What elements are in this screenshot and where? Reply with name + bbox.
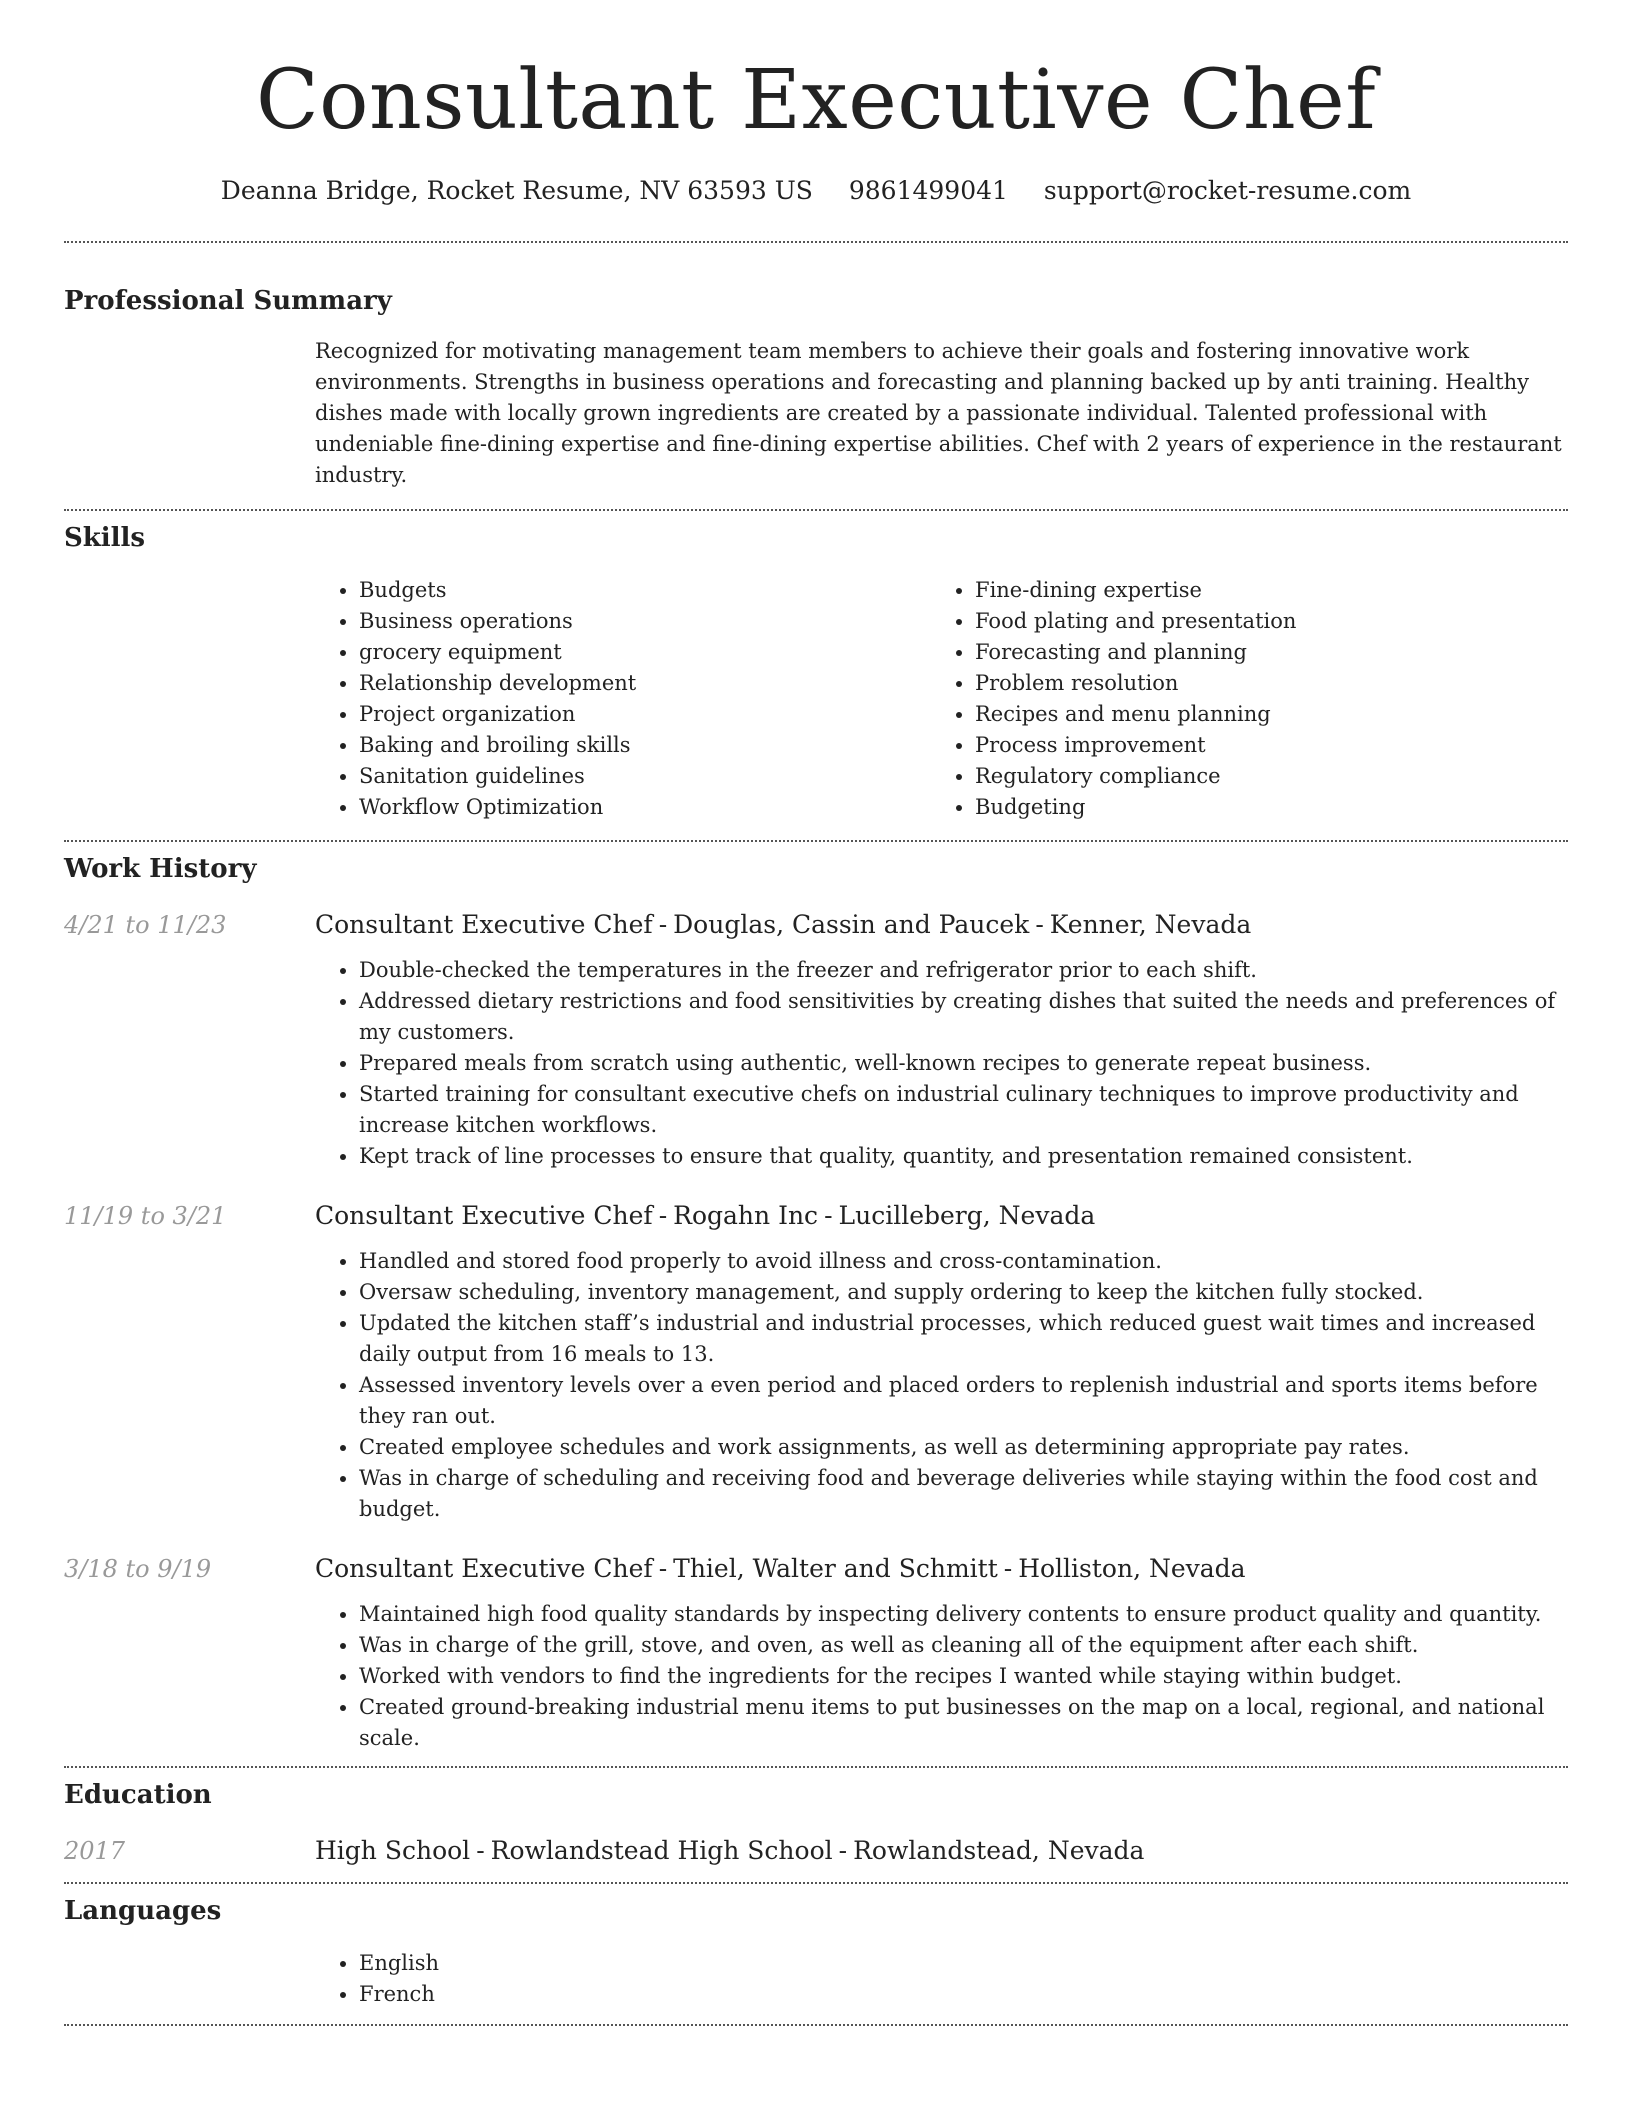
divider xyxy=(64,509,1568,511)
skill-item: • Workflow Optimization xyxy=(359,792,931,823)
divider xyxy=(64,1766,1568,1768)
job-dates: 11/19 to 3/21 xyxy=(64,1202,227,1230)
languages-list xyxy=(315,1948,1568,2010)
skill-item: • Project organization xyxy=(359,699,931,730)
job-company: Rogahn Inc xyxy=(673,1201,819,1230)
job-bullet: • Double-checked the temperatures in the freezer and refrigerator prior to each shift. xyxy=(359,955,1568,986)
job-bullet: • Addressed dietary restrictions and food sensitivities by creating dishes that suited the needs and preferences of my customers. xyxy=(359,986,1568,1048)
job-entry xyxy=(64,1200,1568,1525)
skill-item: • Forecasting and planning xyxy=(975,637,1547,668)
job-title: Consultant Executive Chef xyxy=(315,1554,653,1583)
skill-item: • Relationship development xyxy=(359,668,931,699)
job-location: Holliston, Nevada xyxy=(1018,1554,1246,1583)
skill-item: • Problem resolution xyxy=(975,668,1547,699)
education-entry: High School - Rowlandstead High School - Rowlandstead, Nevada xyxy=(315,1836,1145,1865)
job-title: Consultant Executive Chef xyxy=(315,910,653,939)
job-bullet: • Assessed inventory levels over a even period and placed orders to replenish industrial and sports items before they ran out. xyxy=(359,1370,1568,1432)
contact-phone: 9861499041 xyxy=(848,176,1008,205)
skills-list-left xyxy=(315,575,931,823)
education-heading: Education xyxy=(64,1780,212,1810)
summary-text: Recognized for motivating management team members to achieve their goals and fostering innovative work environments. Strengths in business operations and forecasting and planning backed up by anti training. Healthy dishes made with locally grown ingredients are created by a passionate individual. Talented professional with undeniable fine-dining expertise and fine-dining expertise abilities. Chef with 2 years of experience in the restaurant industry. xyxy=(315,339,1562,487)
language-item: • English xyxy=(359,1948,1568,1979)
job-bullet: • Oversaw scheduling, inventory management, and supply ordering to keep the kitchen fully stocked. xyxy=(359,1277,1568,1308)
language-item: • French xyxy=(359,1979,1568,2010)
job-bullet: • Handled and stored food properly to avoid illness and cross-contamination. xyxy=(359,1246,1568,1277)
skills-column-left xyxy=(315,575,931,823)
skill-item: • Budgets xyxy=(359,575,931,606)
skill-item: • Regulatory compliance xyxy=(975,761,1547,792)
education-degree: High School xyxy=(315,1836,471,1865)
education-school: Rowlandstead High School xyxy=(490,1836,833,1865)
education-location: Rowlandstead, Nevada xyxy=(853,1836,1145,1865)
divider xyxy=(64,1882,1568,1884)
job-company: Douglas, Cassin and Paucek xyxy=(673,910,1030,939)
job-heading: Consultant Executive Chef - Douglas, Cassin and Paucek - Kenner, Nevada xyxy=(315,910,1252,939)
skill-item: • Process improvement xyxy=(975,730,1547,761)
job-bullet: • Prepared meals from scratch using authentic, well-known recipes to generate repeat business. xyxy=(359,1048,1568,1079)
jobs-list xyxy=(64,909,1568,1754)
education-year: 2017 xyxy=(64,1837,126,1865)
job-location: Kenner, Nevada xyxy=(1049,910,1252,939)
skill-item: • grocery equipment xyxy=(359,637,931,668)
education-section xyxy=(64,1780,1568,1867)
job-entry xyxy=(64,909,1568,1172)
job-bullet: • Created employee schedules and work assignments, as well as determining appropriate pay rates. xyxy=(359,1432,1568,1463)
skill-item: • Fine-dining expertise xyxy=(975,575,1547,606)
job-location: Lucilleberg, Nevada xyxy=(838,1201,1096,1230)
job-company: Thiel, Walter and Schmitt xyxy=(673,1554,998,1583)
skills-section xyxy=(64,523,1568,823)
job-bullets xyxy=(315,955,1568,1172)
contact-address: Deanna Bridge, Rocket Resume, NV 63593 US xyxy=(220,176,813,205)
skill-item: • Food plating and presentation xyxy=(975,606,1547,637)
job-bullet: • Maintained high food quality standards by inspecting delivery contents to ensure product quality and quantity. xyxy=(359,1599,1568,1630)
skills-list-right xyxy=(931,575,1547,823)
job-entry xyxy=(64,1553,1568,1754)
job-dates: 4/21 to 11/23 xyxy=(64,911,227,939)
job-bullet: • Started training for consultant executive chefs on industrial culinary techniques to improve productivity and increase kitchen workflows. xyxy=(359,1079,1568,1141)
contact-email: support@rocket-resume.com xyxy=(1043,176,1412,205)
job-title: Consultant Executive Chef xyxy=(315,1201,653,1230)
summary-section xyxy=(64,286,1568,491)
job-bullets xyxy=(315,1599,1568,1754)
contact-line xyxy=(64,176,1568,208)
languages-section xyxy=(64,1896,1568,2010)
divider xyxy=(64,840,1568,842)
skill-item: • Recipes and menu planning xyxy=(975,699,1547,730)
job-bullet: • Created ground-breaking industrial menu items to put businesses on the map on a local, regional, and national scale. xyxy=(359,1692,1568,1754)
job-heading: Consultant Executive Chef - Rogahn Inc - Lucilleberg, Nevada xyxy=(315,1201,1096,1230)
skills-heading: Skills xyxy=(64,523,146,553)
work-history-section xyxy=(64,854,1568,1754)
job-bullet: • Updated the kitchen staff’s industrial and industrial processes, which reduced guest wait times and increased daily output from 16 meals to 13. xyxy=(359,1308,1568,1370)
resume-title: Consultant Executive Chef xyxy=(255,53,1377,148)
skill-item: • Business operations xyxy=(359,606,931,637)
job-bullet: • Was in charge of scheduling and receiving food and beverage deliveries while staying within the food cost and budget. xyxy=(359,1463,1568,1525)
summary-heading: Professional Summary xyxy=(64,286,392,316)
job-heading: Consultant Executive Chef - Thiel, Walter and Schmitt - Holliston, Nevada xyxy=(315,1554,1246,1583)
divider xyxy=(64,241,1568,243)
job-dates: 3/18 to 9/19 xyxy=(64,1555,212,1583)
skills-column-right xyxy=(931,575,1547,823)
job-bullet: • Kept track of line processes to ensure that quality, quantity, and presentation remained consistent. xyxy=(359,1141,1568,1172)
divider xyxy=(64,2024,1568,2026)
job-bullet: • Was in charge of the grill, stove, and oven, as well as cleaning all of the equipment after each shift. xyxy=(359,1630,1568,1661)
work-history-heading: Work History xyxy=(64,854,257,884)
skill-item: • Budgeting xyxy=(975,792,1547,823)
skill-item: • Sanitation guidelines xyxy=(359,761,931,792)
job-bullets xyxy=(315,1246,1568,1525)
job-bullet: • Worked with vendors to find the ingredients for the recipes I wanted while staying within budget. xyxy=(359,1661,1568,1692)
skill-item: • Baking and broiling skills xyxy=(359,730,931,761)
languages-heading: Languages xyxy=(64,1896,222,1926)
